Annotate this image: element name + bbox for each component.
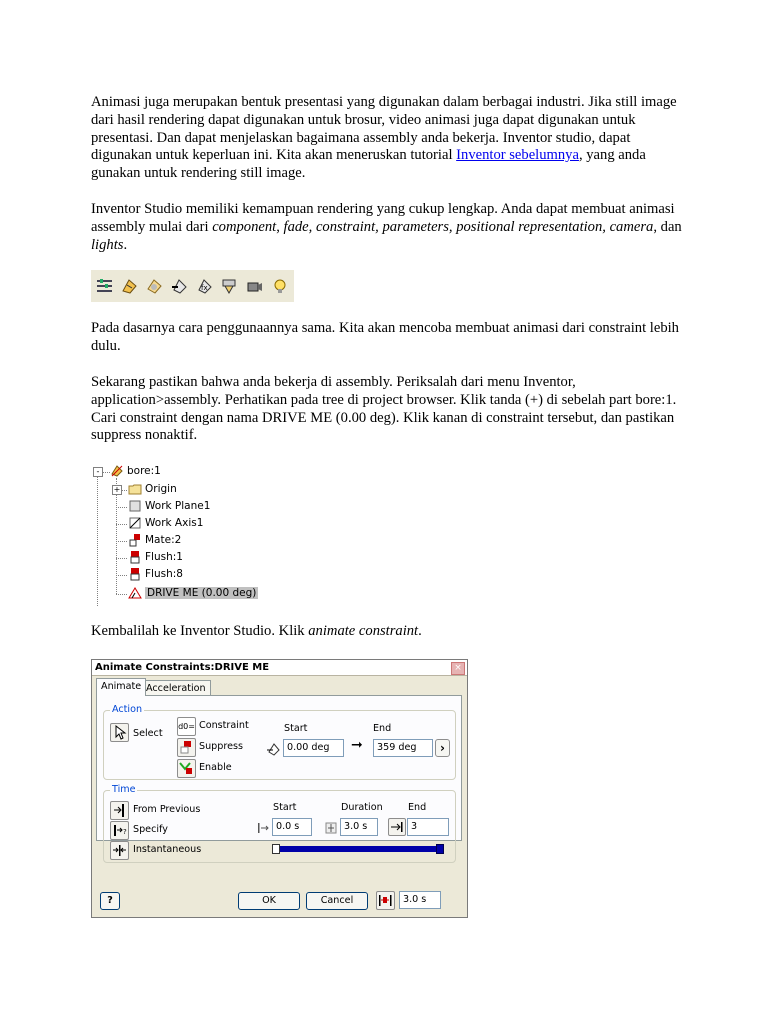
animate-fades-icon[interactable] [145,277,164,296]
tree-item-label: Origin [145,483,177,495]
time-start-input[interactable]: 0.0 s [272,818,312,836]
tree-item-label: Work Axis1 [145,517,204,529]
select-button[interactable] [110,723,129,742]
intro-text-end: , yang anda gunakan untuk rendering still image. [91,147,646,182]
more-options-button[interactable]: › [435,739,450,757]
tab-acceleration[interactable]: Acceleration [141,680,211,696]
tree-item-mate[interactable] [128,533,181,547]
action-group [103,704,456,780]
specify-icon [111,822,128,839]
time-range-slider[interactable] [272,844,444,854]
animation-timeline-icon[interactable] [95,277,114,296]
cancel-button[interactable]: Cancel [306,892,368,910]
tree-item-flush-1[interactable] [128,550,183,564]
work-axis-icon [128,516,142,530]
part-icon [110,464,124,478]
animate-constraints-dialog [91,659,468,918]
italic-animate-constraint: animate constraint [308,623,419,639]
select-label: Select [133,728,163,739]
specify-label: Specify [133,824,168,835]
enable-icon [178,760,195,777]
sep: . [418,623,422,639]
start-time-icon [256,821,270,835]
instantaneous-button[interactable] [110,841,129,860]
animate-positional-reps-icon[interactable] [220,277,239,296]
slider-end-thumb[interactable] [436,844,444,854]
suppress-icon [178,739,195,756]
italic-list: fade, constraint, parameters, positional representation, camera [283,218,654,235]
animate-camera-icon[interactable] [245,277,264,296]
flush-constraint-icon [128,550,142,564]
tree-item-label: Flush:8 [145,568,183,580]
flush-constraint-icon [128,567,142,581]
work-plane-icon [128,499,142,513]
animate-constraints-icon[interactable] [170,277,189,296]
ok-button[interactable]: OK [238,892,300,910]
action-end-input[interactable]: 359 deg [373,739,433,757]
close-icon[interactable]: × [451,662,465,675]
collapse-toggle[interactable]: - [93,467,103,477]
tree-item-label: Flush:1 [145,551,183,563]
intro-paragraph [91,94,691,183]
help-button[interactable]: ? [100,892,120,910]
from-previous-label: From Previous [133,804,201,815]
inventor-sebelumnya-link[interactable]: Inventor sebelumnya [456,147,579,164]
dialog-title: Animate Constraints:DRIVE ME [92,660,467,676]
end-time-icon [389,819,405,835]
action-end-header: End [373,723,392,734]
enable-button[interactable] [177,759,196,778]
project-browser-tree [94,462,264,604]
tree-item-drive-me[interactable] [128,586,258,600]
tree-root-bore[interactable] [110,464,161,478]
back-to-studio-paragraph [91,623,691,641]
studio-toolbar [91,270,294,302]
tree-item-flush-8[interactable] [128,567,183,581]
time-group-label: Time [112,784,136,795]
end-time-button[interactable] [388,818,406,836]
angle-constraint-icon [128,586,142,600]
intro-text: Animasi juga merupakan bentuk presentasi yang digunakan dalam berbagai industri. Jika still image dari hasil rendering dapat digunakan untuk brosur, video animasi juga dapat digunakan untuk presentasi. Dan dapat menjelaskan bagaimana assembly anda bekerja. Inventor studio, dapat digunakan untuk keperluan ini. Kita akan meneruskan tutorial [91,94,677,164]
usage-paragraph: Pada dasarnya cara penggunaannya sama. Kita akan mencoba membuat animasi dari constraint lebih dulu. [91,320,679,354]
constraint-button[interactable]: d0= [177,717,196,736]
tree-root-label: bore:1 [127,465,161,477]
animate-lights-icon[interactable] [270,277,289,296]
sep: , dan [653,218,682,235]
back-text: Kembalilah ke Inventor Studio. Klik [91,623,309,639]
italic-lights: lights [91,236,124,253]
action-start-input[interactable]: 0.00 deg [283,739,344,757]
time-end-input[interactable]: 3 [407,818,449,836]
tree-item-label: Mate:2 [145,534,182,546]
tree-item-work-axis[interactable] [128,516,203,530]
studio-text: Inventor Studio memiliki kemampuan rendering yang cukup lengkap. Anda dapat membuat animasi assembly mulai dari [91,201,675,235]
instructions-paragraph: Sekarang pastikan bahwa anda bekerja di assembly. Periksalah dari menu Inventor, application>assembly. Perhatikan pada tree di project browser. Klik tanda (+) di sebelah part bore:1. Cari constraint dengan nama DRIVE ME (0.00 deg). Klik kanan di constraint tersebut, dan pastikan suppress nonaktif. [91,374,677,444]
slider-track [272,846,444,852]
action-group-label: Action [112,704,143,715]
sep: . [123,236,128,253]
arrow-right-icon: ➞ [351,737,363,753]
constraint-label: Constraint [199,720,249,731]
suppress-label: Suppress [199,741,243,752]
cursor-arrow-icon [111,724,128,741]
tab-animate[interactable]: Animate [96,678,146,696]
folder-icon [128,482,142,496]
from-previous-icon [111,802,128,819]
tree-item-label-selected: DRIVE ME (0.00 deg) [147,587,257,599]
sep: , [276,218,284,235]
tree-item-origin[interactable] [128,482,177,496]
time-end-header: End [408,802,427,813]
enable-label: Enable [199,762,232,773]
suppress-button[interactable] [177,738,196,757]
total-time-input[interactable]: 3.0 s [399,891,441,909]
time-duration-input[interactable]: 3.0 s [340,818,378,836]
mate-constraint-icon [128,533,142,547]
total-time-button[interactable] [376,891,395,910]
slider-start-thumb[interactable] [272,844,280,854]
studio-paragraph [91,201,691,254]
time-duration-header: Duration [341,802,383,813]
instantaneous-icon [111,842,128,859]
tree-item-work-plane[interactable] [128,499,210,513]
time-start-header: Start [273,802,297,813]
start-angle-icon [267,742,281,756]
animate-components-icon[interactable] [120,277,139,296]
duration-icon [324,821,338,835]
total-time-icon [377,892,394,909]
tree-item-label: Work Plane1 [145,500,211,512]
instantaneous-label: Instantaneous [133,844,202,855]
svg-text:?: ? [123,828,127,836]
animate-parameters-icon[interactable] [195,277,214,296]
svg-text:fx: fx [201,283,208,292]
italic-component: component [212,218,277,235]
expand-toggle[interactable]: + [113,485,121,494]
specify-button[interactable] [110,821,129,840]
from-previous-button[interactable] [110,801,129,820]
animate-panel [96,695,462,855]
action-start-header: Start [284,723,308,734]
